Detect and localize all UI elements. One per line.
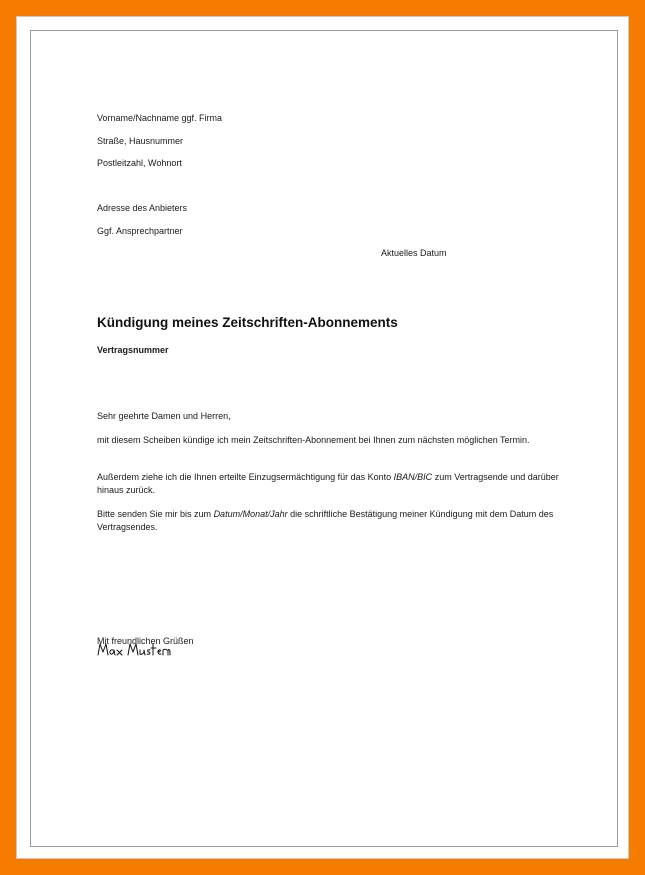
subject-title: Kündigung meines Zeitschriften-Abonnements — [97, 315, 398, 330]
sender-name-line: Vorname/Nachname ggf. Firma — [97, 113, 223, 123]
contract-number-label: Vertragsnummer — [97, 345, 169, 355]
salutation: Sehr geehrte Damen und Herren, — [97, 411, 231, 421]
handwritten-signature — [97, 640, 171, 660]
sender-city-line: Postleitzahl, Wohnort — [97, 158, 182, 168]
paragraph-3-date-placeholder: Datum/Monat/Jahr — [213, 509, 288, 519]
paragraph-3 — [97, 508, 562, 534]
paragraph-2-text-end: zum Vertragsende und darüber hinaus zurück. — [97, 472, 559, 495]
recipient-address-line: Adresse des Anbieters — [97, 203, 188, 213]
paragraph-2-iban-placeholder: IBAN/BIC — [393, 472, 433, 482]
recipient-contact-line: Ggf. Ansprechpartner — [97, 226, 183, 236]
outer-frame — [16, 16, 629, 859]
paragraph-2-text-start: Außerdem ziehe ich die Ihnen erteilte Einzugsermächtigung für das Konto — [97, 472, 394, 482]
paragraph-2 — [97, 471, 562, 497]
sender-street-line: Straße, Hausnummer — [97, 136, 184, 146]
paragraph-3-text-start: Bitte senden Sie mir bis zum — [97, 509, 214, 519]
date-line: Aktuelles Datum — [381, 248, 447, 258]
paragraph-1: mit diesem Scheiben kündige ich mein Zeitschriften-Abonnement bei Ihnen zum nächsten möglichen Termin. — [97, 435, 530, 445]
letter-page — [30, 30, 618, 847]
paragraph-3-text-end: die schriftliche Bestätigung meiner Kündigung mit dem Datum des Vertragsendes. — [97, 509, 554, 532]
closing-line: Mit freundlichen Grüßen — [97, 636, 194, 646]
